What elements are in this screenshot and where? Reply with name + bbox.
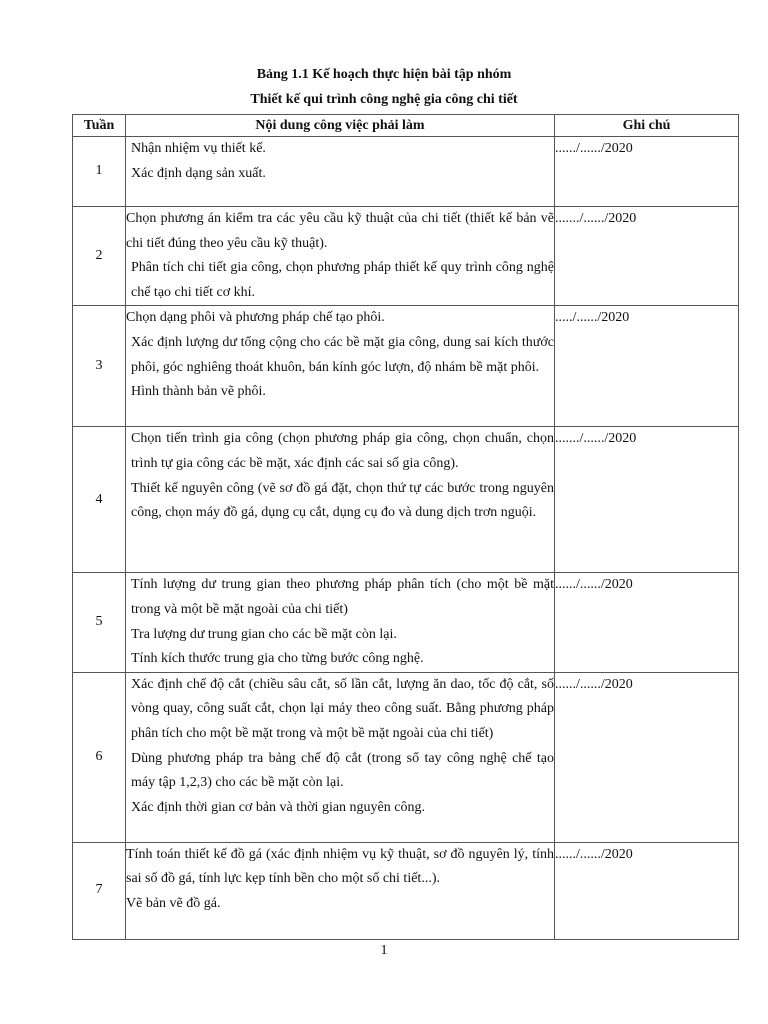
task-line: Tính toán thiết kế đồ gá (xác định nhiệm vụ kỹ thuật, sơ đồ nguyên lý, tính sai số đồ gá, tính lực kẹp tính bền cho một số chi tiết...). — [126, 846, 554, 887]
content-cell — [126, 137, 555, 207]
task-line: Tính lượng dư trung gian theo phương pháp phân tích (cho một bề mặt trong và một bề mặt ngoài của chi tiết) — [131, 577, 554, 617]
task-line: Chọn phương án kiểm tra các yêu cầu kỹ thuật của chi tiết (thiết kế bản vẽ chi tiết đúng theo yêu cầu kỹ thuật). — [126, 211, 554, 251]
content-cell — [126, 842, 555, 939]
table-header-row — [73, 115, 739, 137]
table-row — [73, 672, 739, 842]
table-row — [73, 573, 739, 672]
header-content: Nội dung công việc phải làm — [126, 115, 555, 137]
table-row — [73, 306, 739, 427]
week-cell: 1 — [73, 137, 126, 207]
note-cell: ......./....../2020 — [555, 207, 739, 306]
table-row — [73, 427, 739, 573]
task-line: Chọn dạng phôi và phương pháp chế tạo phôi. — [126, 310, 385, 326]
note-cell: ......./....../2020 — [555, 427, 739, 573]
task-line: Xác định dạng sản xuất. — [131, 165, 266, 181]
task-line: Xác định thời gian cơ bản và thời gian nguyên công. — [131, 799, 425, 815]
table-subtitle: Thiết kế qui trình công nghệ gia công chi tiết — [250, 92, 518, 107]
task-line: Nhận nhiệm vụ thiết kế. — [131, 141, 266, 156]
week-cell: 2 — [73, 207, 126, 306]
task-line: Thiết kế nguyên công (vẽ sơ đồ gá đặt, chọn thứ tự các bước trong nguyên công, chọn máy đồ gá, dụng cụ cắt, dụng cụ đo và dung dịch trơn nguội. — [131, 480, 554, 521]
week-cell: 4 — [73, 427, 126, 573]
week-cell: 6 — [73, 672, 126, 842]
task-line: Xác định chế độ cắt (chiều sâu cắt, số lần cắt, lượng ăn dao, tốc độ cắt, số vòng quay, công suất cắt, chọn lại máy theo công suất. Bằng phương pháp phân tích cho một bề mặt trong và một bề mặt ngoài của chi tiết) — [131, 676, 554, 741]
task-line: Tính kích thước trung gia cho từng bước công nghệ. — [131, 651, 424, 667]
content-cell — [126, 672, 555, 842]
content-cell — [126, 427, 555, 573]
task-line: Vẽ bản vẽ đồ gá. — [126, 895, 221, 911]
task-line: Xác định lượng dư tổng cộng cho các bề mặt gia công, dung sai kích thước phôi, góc nghiêng thoát khuôn, bán kính góc lượn, độ nhám bề mặt phôi. — [131, 334, 554, 375]
task-line: Dùng phương pháp tra bảng chế độ cắt (trong sổ tay công nghệ chế tạo máy tập 1,2,3) cho các bề mặt còn lại. — [131, 750, 554, 791]
plan-table — [72, 114, 739, 940]
page-number: 1 — [380, 943, 388, 958]
table-row — [73, 137, 739, 207]
table-row — [73, 207, 739, 306]
note-cell: ...../....../2020 — [555, 306, 739, 427]
content-cell — [126, 573, 555, 672]
week-cell: 3 — [73, 306, 126, 427]
table-row — [73, 842, 739, 939]
header-week: Tuần — [73, 115, 126, 137]
note-cell: ....../....../2020 — [555, 672, 739, 842]
task-line: Hình thành bản vẽ phôi. — [131, 384, 266, 400]
note-cell: ....../....../2020 — [555, 573, 739, 672]
table-title: Bảng 1.1 Kế hoạch thực hiện bài tập nhóm — [256, 67, 512, 82]
content-cell — [126, 306, 555, 427]
note-cell: ....../....../2020 — [555, 137, 739, 207]
task-line: Chọn tiến trình gia công (chọn phương pháp gia công, chọn chuẩn, chọn trình tự gia công các bề mặt, xác định các sai số gia công). — [131, 431, 554, 471]
week-cell: 7 — [73, 842, 126, 939]
task-line: Tra lượng dư trung gian cho các bề mặt còn lại. — [131, 626, 397, 642]
task-line: Phân tích chi tiết gia công, chọn phương pháp thiết kế quy trình công nghệ chế tạo chi tiết cơ khí. — [131, 260, 554, 300]
header-note: Ghi chú — [555, 115, 739, 137]
week-cell: 5 — [73, 573, 126, 672]
note-cell: ....../....../2020 — [555, 842, 739, 939]
content-cell — [126, 207, 555, 306]
